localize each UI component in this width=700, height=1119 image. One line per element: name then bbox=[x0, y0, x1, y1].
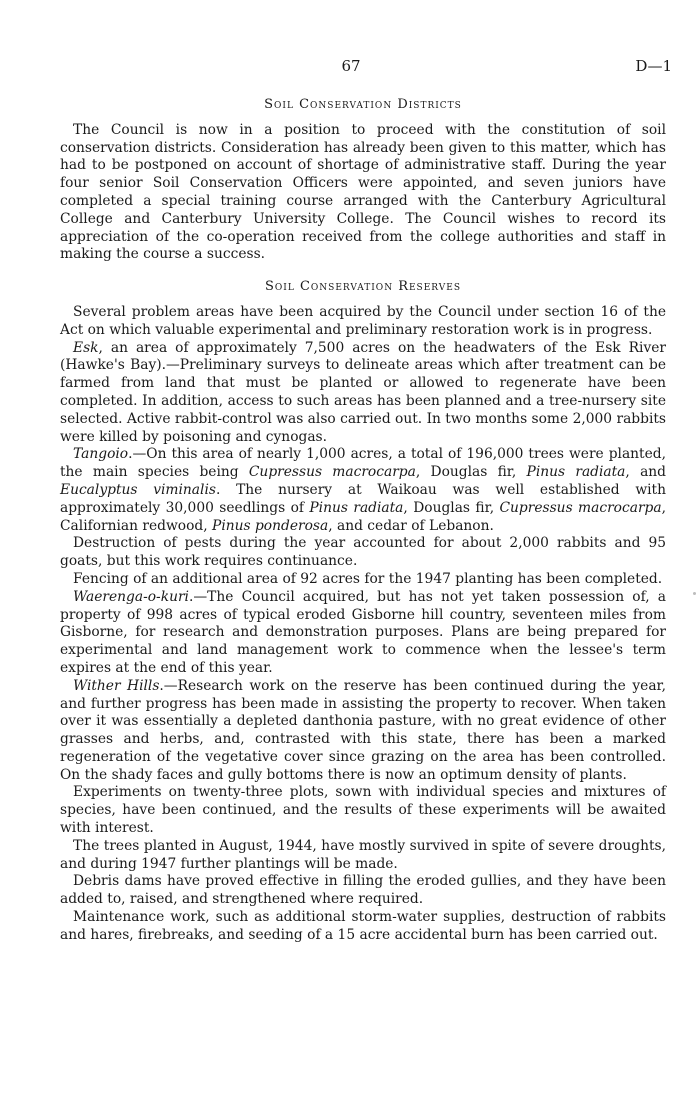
wither-hills-text: .—Research work on the reserve has been continued during the year, and further progress has been made in assisting the property to recover. When taken over it was essentially a depleted danthonia pasture, with no great evidence of other grasses and herbs, and, contrasted with this state, there has been a marked regeneration of the vegetative cover since grazing on the area has been controlled. On the shady faces and gully bottoms there is now an optimum density of plants. bbox=[60, 677, 667, 783]
paragraph-fencing: Fencing of an additional area of 92 acres for the 1947 planting has been completed. bbox=[73, 570, 663, 587]
paragraph-tangoio bbox=[60, 446, 666, 535]
tangoio-text-3: , and bbox=[625, 464, 667, 481]
paragraph-districts: The Council is now in a position to proceed with the constitution of soil conservation districts. Consideration has already been given to this matter, which has had to be postponed on account of shortage of administrative staff. During the year four senior Soil Conservation Officers were appointed, and seven juniors have completed a special training course arranged with the Canterbury Agricultural College and Canterbury University College. The Council wishes to record its appreciation of the co-operation received from the college authorities and staff in making the course a success. bbox=[60, 121, 666, 263]
species-pinus-radiata-2: Pinus radiata bbox=[309, 499, 404, 516]
species-pinus-ponderosa: Pinus ponderosa bbox=[212, 517, 329, 534]
paragraph-trees: The trees planted in August, 1944, have mostly survived in spite of severe droughts, and during 1947 further plantings will be made. bbox=[60, 837, 666, 872]
tangoio-text-1: .—On this area of nearly 1,000 acres, a total of 196,000 trees were planted, the main species being bbox=[60, 446, 666, 481]
page-number: 67 bbox=[341, 57, 361, 75]
species-cupressus-1: Cupressus macrocarpa bbox=[248, 464, 416, 481]
esk-name: Esk bbox=[73, 339, 99, 356]
species-pinus-radiata-1: Pinus radiata bbox=[526, 464, 626, 481]
paragraph-esk bbox=[60, 340, 666, 447]
tangoio-text-6: , Californian redwood, bbox=[60, 499, 666, 534]
document-body bbox=[60, 96, 666, 945]
paragraph-wither-hills bbox=[60, 678, 666, 785]
tangoio-name: Tangoio bbox=[73, 446, 129, 463]
document-code: D—1 bbox=[635, 57, 672, 75]
tangoio-text-4: . The nursery at Waikoau was well established with approximately 30,000 seedlings of bbox=[60, 481, 666, 516]
esk-text: , an area of approximately 7,500 acres on the headwaters of the Esk River (Hawke's Bay).—Preliminary surveys to delineate areas which after treatment can be farmed from land that must be planted or allowed to regenerate have been completed. In addition, access to such areas has been planned and a tree-nursery site selected. Active rabbit-control was also carried out. In two months some 2,000 rabbits were killed by poisoning and cynogas. bbox=[60, 339, 666, 445]
tangoio-text-2: , Douglas fir, bbox=[415, 464, 527, 481]
scan-speck bbox=[693, 592, 696, 595]
tangoio-text-5: , Douglas fir, bbox=[403, 499, 500, 516]
paragraph-debris-dams: Debris dams have proved effective in filling the eroded gullies, and they have been added to, raised, and strengthened where required. bbox=[60, 873, 666, 908]
heading-soil-conservation-districts: Soil Conservation Districts bbox=[264, 97, 462, 112]
paragraph-waerenga bbox=[60, 589, 666, 678]
species-eucalyptus: Eucalyptus viminalis bbox=[60, 481, 216, 498]
tangoio-text-7: , and cedar of Lebanon. bbox=[328, 517, 494, 534]
paragraph-reserves-intro: Several problem areas have been acquired by the Council under section 16 of the Act on which valuable experimental and preliminary restoration work is in progress. bbox=[60, 303, 666, 338]
paragraph-experiments: Experiments on twenty-three plots, sown with individual species and mixtures of species, have been continued, and the results of these experiments will be awaited with interest. bbox=[60, 784, 666, 837]
paragraph-pests: Destruction of pests during the year accounted for about 2,000 rabbits and 95 goats, but this work requires continuance. bbox=[60, 535, 666, 570]
species-cupressus-2: Cupressus macrocarpa bbox=[499, 499, 662, 516]
heading-soil-conservation-reserves: Soil Conservation Reserves bbox=[265, 279, 461, 295]
waerenga-text: .—The Council acquired, but has not yet taken possession of, a property of 998 acres of typical eroded Gisborne hill country, seventeen miles from Gisborne, for research and demonstration purposes. Plans are being prepared for experimental and land management work to commence when the lessee's term expires at the end of this year. bbox=[60, 588, 666, 676]
waerenga-name: Waerenga-o-kuri bbox=[73, 588, 189, 605]
wither-hills-name: Wither Hills bbox=[73, 677, 160, 694]
paragraph-maintenance: Maintenance work, such as additional storm-water supplies, destruction of rabbits and hares, firebreaks, and seeding of a 15 acre accidental burn has been carried out. bbox=[60, 909, 666, 943]
